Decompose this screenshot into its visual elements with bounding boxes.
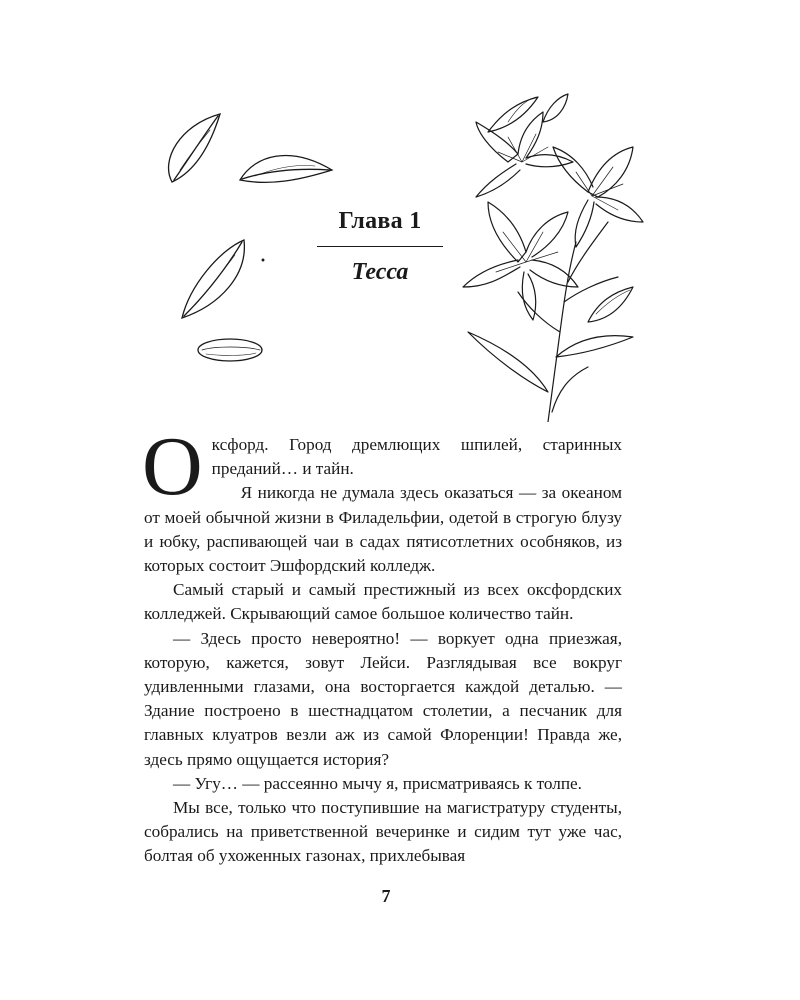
paragraph: Самый старый и самый престижный из всех оксфордских колледжей. Скрывающий самое большое количество тайн.	[144, 580, 622, 624]
chapter-heading	[300, 205, 460, 288]
drop-cap: О	[142, 420, 203, 513]
paragraph: ксфорд. Город дремлющих шпилей, старинных преданий… и тайн.	[211, 435, 622, 479]
petal-4	[198, 339, 262, 361]
body-text	[142, 420, 622, 869]
chapter-divider	[317, 246, 443, 247]
paragraph: — Угу… — рассеянно мычу я, присматриваясь к толпе.	[173, 773, 582, 793]
page-number: 7	[381, 886, 391, 906]
paragraph: — Здесь просто невероятно! — воркует одна приезжая, которую, кажется, зовут Лейси. Разглядывая все вокруг удивленными глазами, она восторгается каждой деталью. — Здание построено в шестнадцатом столетии, а песчаник для главных клуатров везли аж из самой Флоренции! Правда же, здесь прямо ощущается история?	[144, 628, 622, 769]
chapter-subtitle: Тесса	[351, 259, 409, 285]
petal-2	[240, 156, 332, 183]
lily-illustration	[448, 92, 648, 422]
chapter-title: Глава 1	[338, 208, 422, 234]
petal-3	[182, 240, 244, 318]
petal-1	[169, 114, 220, 182]
paragraph: Мы все, только что поступившие на магистратуру студенты, собрались на приветственной вечеринке и сидим тут уже час, болтая об ухоженных газонах, прихлебывая	[144, 798, 622, 866]
paragraph: Я никогда не думала здесь оказаться — за океаном от моей обычной жизни в Филадельфии, одетой в строгую блузу и юбку, распивающей чаи в садах пятисотлетних особняков, из которых состоит Эшфордский колледж.	[144, 483, 622, 576]
